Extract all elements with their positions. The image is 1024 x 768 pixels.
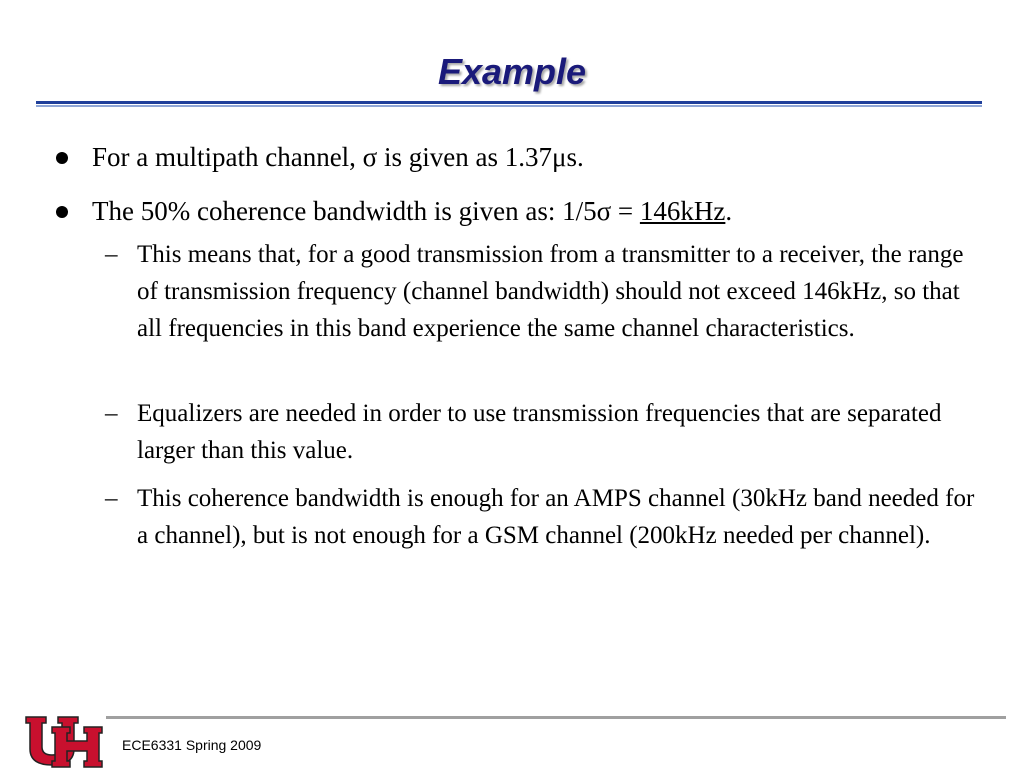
bandwidth-value: 146kHz [639, 196, 726, 226]
subbullet-3-text: This coherence bandwidth is enough for an AMPS channel (30kHz band needed for a channel), but is not enough for a GSM channel (200kHz needed per channel). [137, 485, 975, 549]
title-underline [36, 101, 982, 109]
title-underline-dark [36, 101, 982, 104]
title-underline-light [36, 105, 982, 107]
footer-rule [106, 716, 1006, 719]
uh-logo-icon [24, 713, 104, 768]
subbullet-dash: – [105, 485, 118, 512]
bullet-1-text: For a multipath channel, σ is given as 1.37μs. [92, 142, 584, 172]
bullet-dot [56, 152, 68, 164]
bullet-2-text [92, 194, 732, 228]
footer-text: ECE6331 Spring 2009 [122, 737, 262, 753]
subbullet-dash: – [105, 400, 118, 427]
bullet-dot [56, 206, 68, 218]
bullet-2-text-before: The 50% coherence bandwidth is given as: 1/5σ = [92, 196, 640, 226]
slide-title: Example [437, 51, 587, 92]
subbullet-dash: – [105, 241, 118, 268]
subbullet-1-text: This means that, for a good transmission from a transmitter to a receiver, the range of transmission frequency (channel bandwidth) should not exceed 146kHz, so that all frequencies in this band experience the same channel characteristics. [137, 241, 964, 342]
subbullet-2-text: Equalizers are needed in order to use transmission frequencies that are separated larger than this value. [137, 400, 942, 464]
bullet-2-text-after: . [725, 196, 733, 226]
